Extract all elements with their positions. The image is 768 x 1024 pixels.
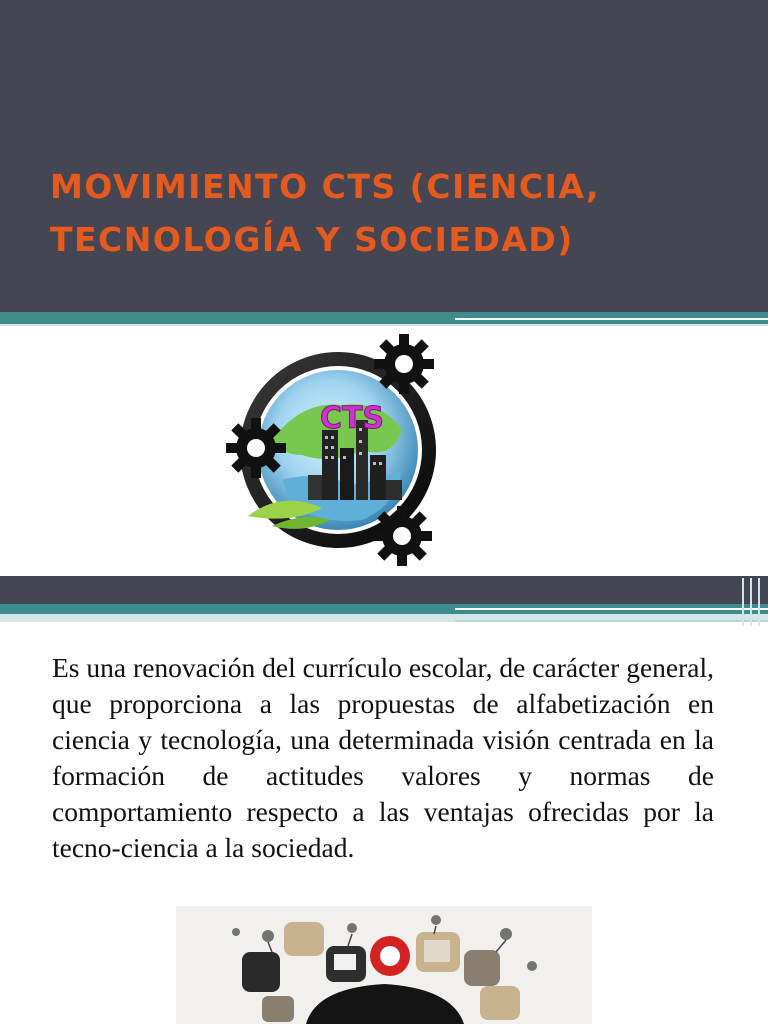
- cts-gears-logo: [222, 330, 444, 570]
- accent-stripe: [455, 318, 768, 320]
- accent-stripe: [750, 578, 752, 626]
- accent-stripe: [455, 620, 768, 622]
- science-technology-collage: [176, 906, 592, 1024]
- accent-stripe: [758, 578, 760, 626]
- cts-logo-text: CTS: [319, 401, 385, 436]
- accent-stripe: [455, 608, 768, 610]
- accent-stripe: [742, 578, 744, 626]
- slide2-header: [0, 576, 768, 604]
- description-paragraph: Es una renovación del currículo escolar, de carácter general, que proporciona a las propuestas de alfabetización en ciencia y tecnología, una determinada visión centrada en la formación de actitudes valores y normas de comportamiento respecto a las ventajas ofrecidas por la tecno-ciencia a la sociedad.: [52, 652, 714, 863]
- slide-title: MOVIMIENTO CTS (CIENCIA, TECNOLOGÍA Y SOCIEDAD): [50, 167, 601, 259]
